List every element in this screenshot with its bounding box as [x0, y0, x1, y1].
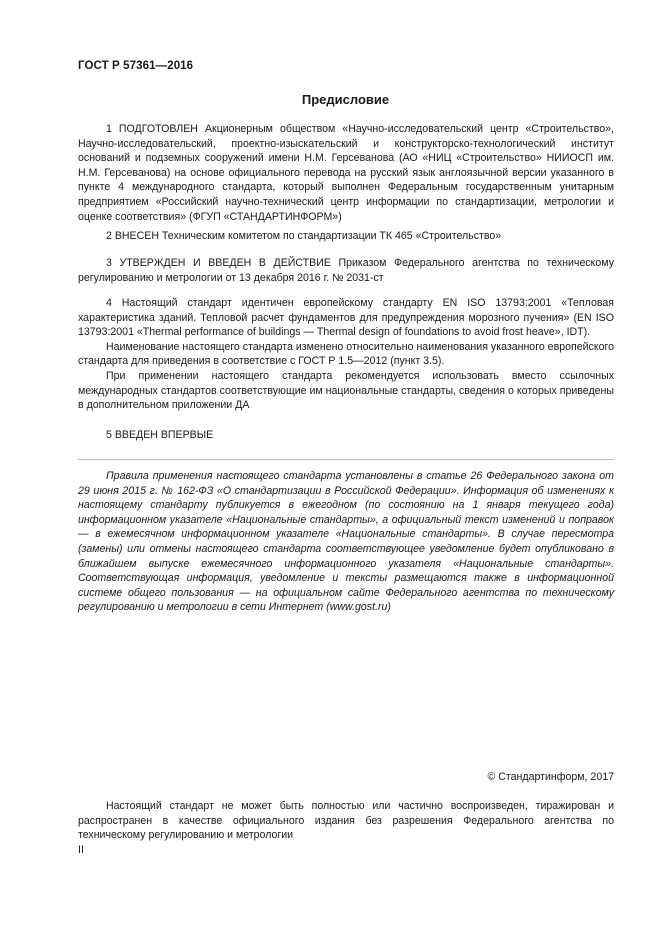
preface-item-2: [78, 229, 614, 244]
section-title: Предисловие: [301, 92, 390, 107]
preface-item-4: [78, 296, 614, 413]
standard-code-header: ГОСТ Р 57361—2016: [78, 60, 194, 72]
section-divider: [78, 459, 614, 460]
page-number: II: [78, 844, 84, 856]
preface-item-3: [78, 256, 614, 285]
preface-item-2-text: 2 ВНЕСЕН Техническим комитетом по стандартизации ТК 465 «Строительство»: [106, 230, 502, 242]
application-rules-notice: [78, 469, 614, 615]
preface-item-4-application-note: При применении настоящего стандарта рекомендуется использовать вместо ссылочных международных стандартов соответствующие им национальные стандарты, сведения о которых приведены в дополнительном приложении ДА: [78, 369, 614, 412]
preface-item-3-text: 3 УТВЕРЖДЕН И ВВЕДЕН В ДЕЙСТВИЕ Приказом Федерального агентства по техническому регулированию и метрологии от 13 декабря 2016 г. № 2031-ст: [78, 257, 614, 284]
preface-item-5-text: 5 ВВЕДЕН ВПЕРВЫЕ: [106, 429, 214, 441]
reproduction-restriction-text: Настоящий стандарт не может быть полностью или частично воспроизведен, тиражирован и распространен в качестве официального издания без разрешения Федерального агентства по техническому регулированию и метрологии: [78, 800, 614, 842]
reproduction-restriction: [78, 799, 614, 843]
preface-item-5: [78, 428, 614, 443]
application-rules-notice-text: Правила применения настоящего стандарта установлены в статье 26 Федерального закона от 29 июня 2015 г. № 162-ФЗ «О стандартизации в Российской Федерации». Информация об изменениях к настоящему стандарту публикуется в ежегодном (по состоянию на 1 января текущего года) информационном указателе «Национальные стандарты», а официальный текст изменений и поправок — в ежемесячном информационном указателе «Национальные стандарты». В случае пересмотра (замены) или отмены настоящего стандарта соответствующее уведомление будет опубликовано в ближайшем выпуске ежемесячного информационного указателя «Национальные стандарты». Соответствующая информация, уведомление и тексты размещаются также в информационной системе общего пользования — на официальном сайте Федерального агентства по техническому регулированию и метрологии в сети Интернет (www.gost.ru): [78, 470, 614, 614]
preface-item-4-name-note: Наименование настоящего стандарта изменено относительно наименования указанного европейского стандарта для приведения в соответствие с ГОСТ Р 1.5—2012 (пункт 3.5).: [78, 340, 614, 368]
copyright-line: © Стандартинформ, 2017: [487, 771, 614, 783]
preface-item-4-text: 4 Настоящий стандарт идентичен европейскому стандарту EN ISO 13793:2001 «Тепловая характеристика зданий. Тепловой расчет фундаментов для предупреждения морозного пучения» (EN ISO 13793:2001 «Thermal performance of buildings — Thermal design of foundations to avoid frost heave», IDT).: [78, 297, 614, 339]
preface-item-1: [78, 122, 614, 224]
preface-item-1-text: 1 ПОДГОТОВЛЕН Акционерным обществом «Научно-исследовательский центр «Строительство», Научно-исследовательский, проектно-изыскательский и конструкторско-технологический институт оснований и подземных сооружений имени Н.М. Герсеванова (АО «НИЦ «Строительство» НИИОСП им. Н.М. Герсеванова) на основе официального перевода на русский язык англоязычной версии указанного в пункте 4 международного стандарта, который выполнен Федеральным государственным унитарным предприятием «Российский научно-технический центр информации по стандартизации, метрологии и оценке соответствия» (ФГУП «СТАНДАРТИНФОРМ»): [78, 123, 614, 223]
